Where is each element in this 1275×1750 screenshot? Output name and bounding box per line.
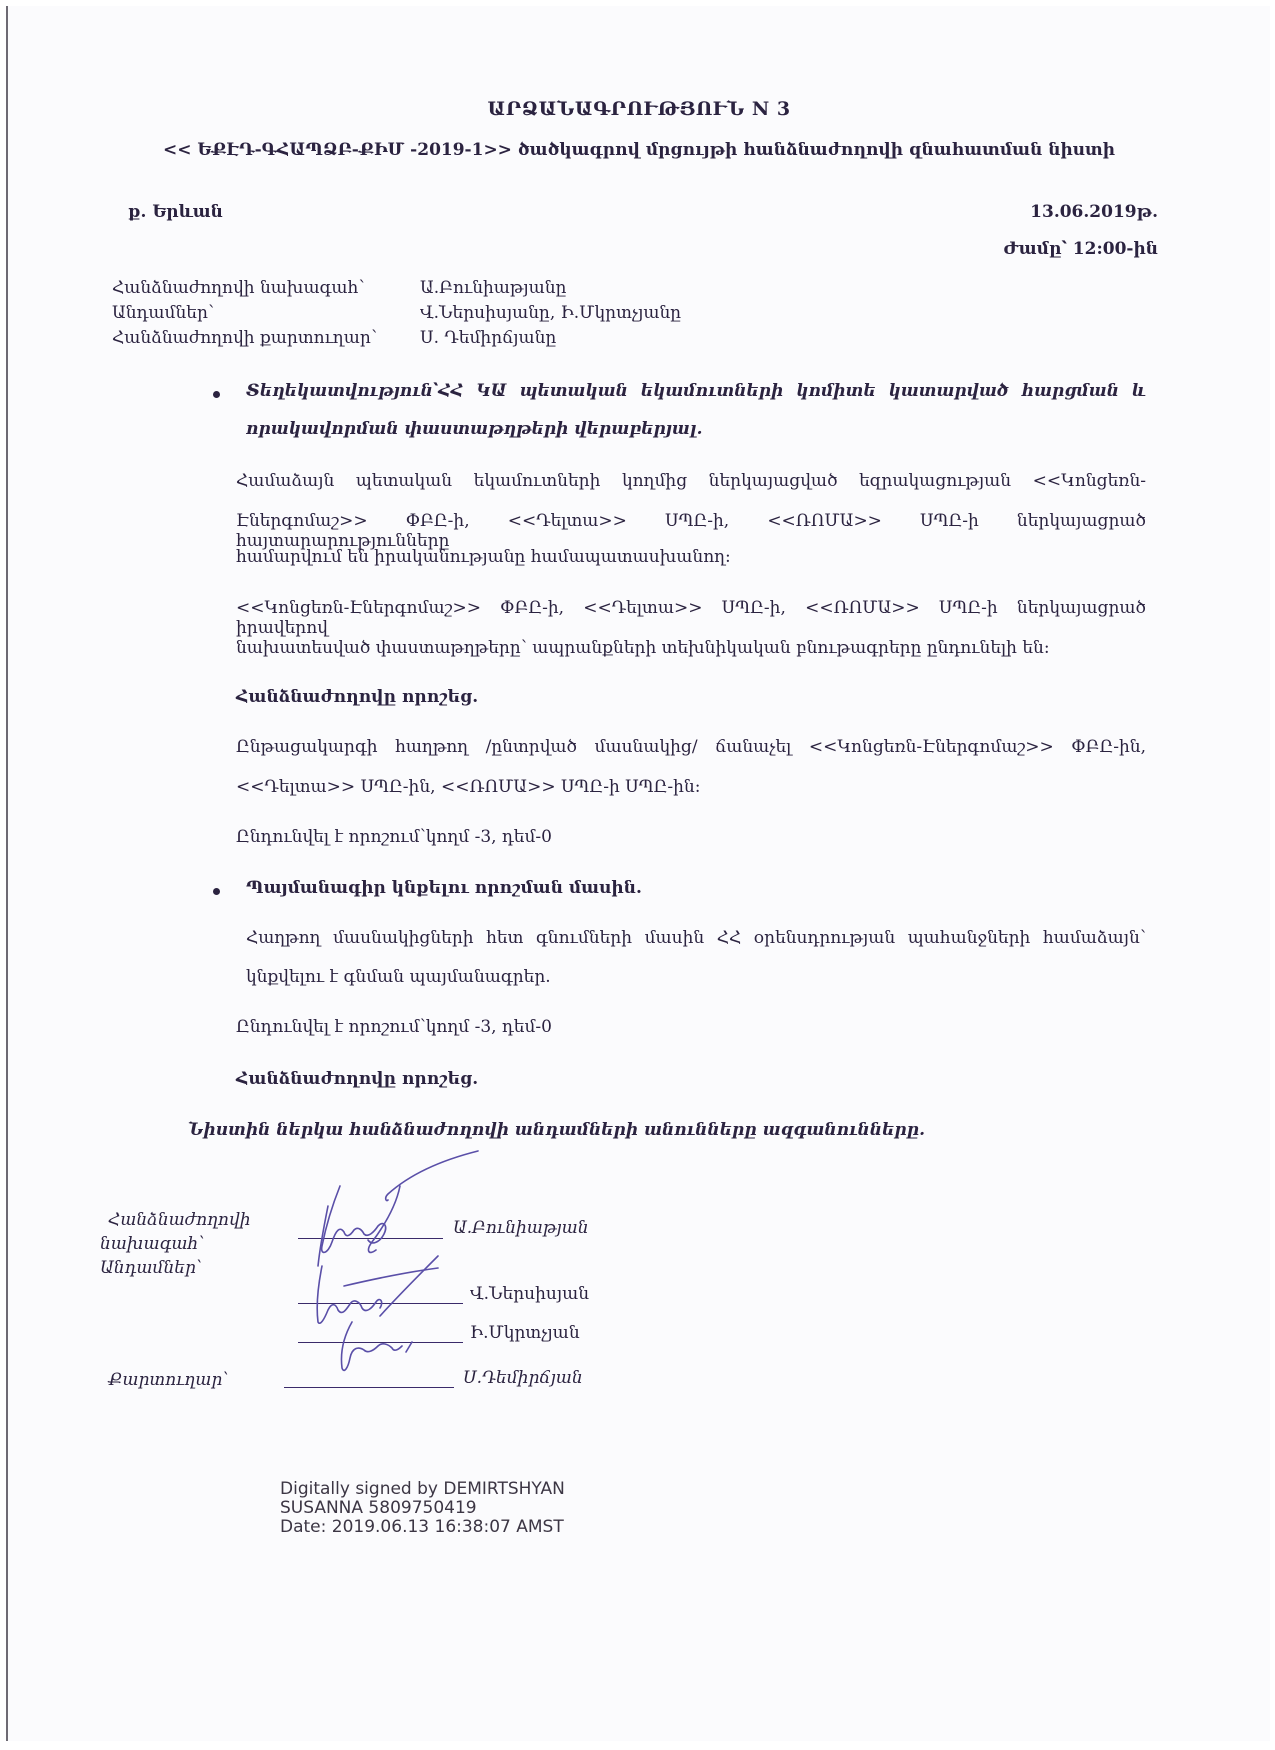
section-1-para3-line1: Ընթացակարգի հաղթող /ընտրված մասնակից/ ճանաչել <<Կոնցեռն-Էներգոմաշ>> ՓԲԸ-ին, [236, 737, 1146, 757]
digital-signature [280, 1480, 565, 1537]
handwritten-signature-icon [288, 1146, 488, 1376]
digital-signature-line3: Date: 2019.06.13 16:38:07 AMST [280, 1517, 564, 1537]
city-label: ք. Երևան [128, 202, 223, 222]
bullet-icon [213, 391, 220, 398]
section-1-vote: Ընդունվել է որոշում՝կողմ -3, դեմ-0 [236, 827, 552, 847]
scanned-page [6, 6, 1270, 1741]
section-2-vote: Ընդունվել է որոշում՝կողմ -3, դեմ-0 [236, 1017, 552, 1037]
committee-names-members: Վ.Ներսիսյանը, Ի.Մկրտչյանը [420, 303, 682, 323]
chair-label-line2: նախագահ՝ [100, 1234, 205, 1254]
member1-name: Վ.Ներսիսյան [470, 1284, 590, 1304]
committee-role-chair: Հանձնաժողովի նախագահ՝ [112, 278, 365, 298]
chair-name: Ա.Բունիաթյան [453, 1218, 589, 1238]
section-1-para1-line2: Էներգոմաշ>> ՓԲԸ-ի, <<Դելտա>> ՍՊԸ-ի, <<ՌՈՄԱ>> ՍՊԸ-ի ներկայացրած հայտարարությունները [236, 511, 1146, 551]
document-subtitle: << ԵՔԷԴ-ԳՀԱՊՁԲ-ՔԻՄ -2019-1>> ծածկագրով մրցույթի հանձնաժողովի զնահատման նիստի [162, 140, 1116, 160]
section-2-para1-line2: կնքվելու է գնման պայմանագրեր. [246, 967, 551, 987]
bullet-icon [213, 888, 220, 895]
section-1-para3-line2: <<Դելտա>> ՍՊԸ-ին, <<ՌՈՄԱ>> ՍՊԸ-ի ՍՊԸ-ին: [236, 777, 701, 797]
closing-statement: Նիստին ներկա հանձնաժողովի անդամների անունները ազգանունները. [188, 1120, 926, 1140]
section-1-para1-line1: Համաձայն պետական եկամուտների կողմից ներկայացված եզրակացության <<Կոնցեռն- [236, 471, 1146, 491]
committee-role-members: Անդամներ՝ [112, 303, 215, 323]
time-label: Ժամը՝ 12:00-ին [1003, 239, 1158, 259]
secretary-label: Քարտուղար՝ [108, 1370, 229, 1390]
document-title: ԱՐՁԱՆԱԳՐՈՒԹՅՈՒՆ N 3 [487, 98, 791, 120]
section-1-heading-line1: Տեղեկատվություն՝ՀՀ ԿԱ պետական եկամուտների կոմիտե կատարված հարցման և [246, 381, 1146, 401]
secretary-name: Ս.Դեմիրճյան [463, 1368, 583, 1388]
signature-line-secretary [284, 1387, 454, 1388]
member2-name: Ի.Մկրտչյան [470, 1323, 580, 1343]
committee-names-chair: Ա.Բունիաթյանը [420, 278, 567, 298]
digital-signature-line2: SUSANNA 5809750419 [280, 1498, 477, 1518]
committee-role-secretary: Հանձնաժողովի քարտուղար՝ [112, 328, 378, 348]
date-label: 13.06.2019թ. [1030, 202, 1158, 222]
section-1-para2-line1: <<Կոնցեռն-Էներգոմաշ>> ՓԲԸ-ի, <<Դելտա>> ՍՊԸ-ի, <<ՌՈՄԱ>> ՍՊԸ-ի ներկայացրած իրավերով [236, 598, 1146, 638]
digital-signature-line1: Digitally signed by DEMIRTSHYAN [280, 1479, 565, 1499]
section-1-para1-line3: համարվում են իրականությանը համապատասխանող: [236, 547, 731, 567]
section-1-decision: Հանձնաժողովը որոշեց. [236, 687, 479, 707]
section-2-para1-line1: Հաղթող մասնակիցների հետ գնումների մասին ՀՀ օրենսդրության պահանջների համաձայն՝ [246, 928, 1146, 948]
members-label: Անդամներ՝ [100, 1258, 203, 1278]
section-1-para2-line2: նախատեսված փաստաթղթերը՝ ապրանքների տեխնիկական բնութագրերը ընդունելի են: [236, 638, 1050, 658]
section-2-heading: Պայմանագիր կնքելու որոշման մասին. [246, 878, 642, 898]
section-1-heading-line2: որակավորման փաստաթղթերի վերաբերյալ. [246, 419, 703, 439]
committee-names-secretary: Ս. Դեմիրճյանը [420, 328, 557, 348]
chair-label-line1: Հանձնաժողովի [108, 1210, 251, 1230]
section-2-decision: Հանձնաժողովը որոշեց. [236, 1069, 479, 1089]
